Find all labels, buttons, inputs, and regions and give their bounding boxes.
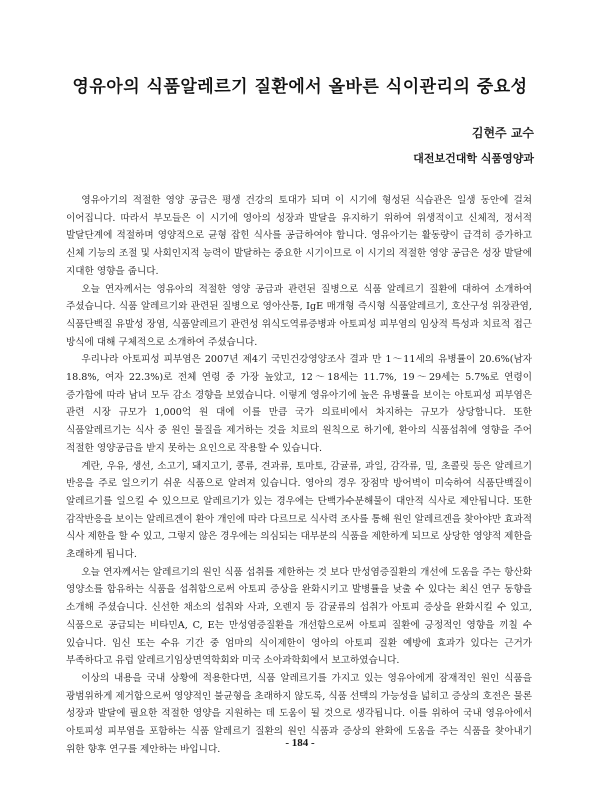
paragraph: 계란, 우유, 생선, 소고기, 돼지고기, 콩류, 견과류, 토마토, 감귤류, 과일, 감각류, 밀, 초콜릿 등은 알레르기 반응을 주로 일으키기 쉬운 식품으로 알려져 있습니다. 영아의 경우 장점막 방어벽이 미숙하여 식품단백질이 알레르기를 일으킬 수 있으므로 알레르기가 있는 경우에는 단백가수분해물이 대안적 식사로 제안됩니다. 또한 감작반응을 보이는 알레르겐이 환아 개인에 따라 다르므로 식사력 조사를 통해 원인 알레르겐을 찾아야만 효과적 식사 제한을 할 수 있고, 그렇지 않은 경우에는 의심되는 대부분의 식품을 제한하게 되므로 상당한 영양적 제한을 초래하게 됩니다.: [66, 460, 532, 561]
author-name: 김현주 교수: [471, 126, 534, 140]
paragraph: 오늘 연자께서는 알레르기의 원인 식품 섭취를 제한하는 것 보다 만성염증질환의 개선에 도움을 주는 항산화 영양소를 함유하는 식품을 섭취함으로써 아토피 증상을 완화시키고 발병률을 낮출 수 있다는 최신 연구 동향을 소개해 주셨습니다. 신선한 채소의 섭취와 사과, 오렌지 등 감귤류의 섭취가 아토피 증상을 완화시킬 수 있고, 식품으로 공급되는 비타민A, C, E는 만성염증질환을 개선함으로써 아토피 질환에 긍정적인 영향을 끼칠 수 있습니다. 임신 또는 수유 기간 중 엄마의 식이제한이 영아의 아토피 질환 예방에 효과가 있다는 근거가 부족하다고 유럽 알레르기임상면역학회와 미국 소아과학회에서 보고하였습니다.: [66, 566, 532, 667]
document-title: 영유아의 식품알레르기 질환에서 올바른 식이관리의 중요성: [72, 77, 528, 97]
paragraph: 이상의 내용을 국내 상황에 적용한다면, 식품 알레르기를 가지고 있는 영유아에게 잠재적인 원인 식품을 광범위하게 제거함으로써 영양적인 불균형을 초래하지 않도록, 식품 선택의 가능성을 넓히고 증상의 호전은 물론 성장과 발달에 필요한 적절한 영양을 지원하는 데 도움이 될 것으로 생각됩니다. 이를 위하여 국내 영유아에서 아토피성 피부염을 포함하는 식품 알레르기 질환의 원인 식품과 증상의 완화에 도움을 주는 식품을 찾아내기 위한 향후 연구를 제안하는 바입니다.: [66, 672, 532, 755]
page-number: - 184 -: [285, 737, 315, 749]
paragraph: 오늘 연자께서는 영유아의 적절한 영양 공급과 관련된 질병으로 식품 알레르기 질환에 대하여 소개하여 주셨습니다. 식품 알레르기와 관련된 질병으로 영아산통, IgE 매개형 즉시형 식품알레르기, 호산구성 위장관염, 식품단백질 유발성 장염, 식품알레르기 관련성 위식도역류증병과 아토피성 피부염의 임상적 특성과 치료적 접근 방식에 대해 구체적으로 소개하여 주셨습니다.: [66, 283, 532, 348]
paragraph: 영유아기의 적절한 영양 공급은 평생 건강의 토대가 되며 이 시기에 형성된 식습관은 일생 동안에 걸쳐 이어집니다. 따라서 부모들은 이 시기에 영아의 성장과 발달을 유지하기 위하여 위생적이고 신체적, 정서적 발달단계에 적절하며 영양적으로 균형 잡힌 식사를 공급하여야 합니다. 영유아기는 활동량이 급격히 증가하고 신체 기능의 조절 및 사회인지적 능력이 발달하는 중요한 시기이므로 이 시기의 적절한 영양 공급은 성장 발달에 지대한 영향을 줍니다.: [66, 195, 532, 277]
body-text: [66, 192, 532, 759]
author-affiliation: 대전보건대학 식품영양과: [413, 152, 534, 165]
paragraph: 우리나라 아토피성 피부염은 2007년 제4기 국민건강영양조사 결과 만 1～11세의 유병률이 20.6%(남자 18.8%, 여자 22.3%)로 전체 연령 중 가장 높았고, 12～18세는 11.7%, 19～29세는 5.7%로 연령이 증가함에 따라 남녀 모두 감소 경향을 보였습니다. 이렇게 영유아기에 높은 유병률을 보이는 아토피성 피부염은 관련 시장 규모가 1,000억 원 대에 이를 만큼 국가 의료비에서 차지하는 규모가 상당합니다. 또한 식품알레르기는 식사 중 원인 물질을 제거하는 것을 치료의 원칙으로 하기에, 환아의 식품섭취에 영향을 주어 적절한 영양공급을 받지 못하는 요인으로 작용할 수 있습니다.: [66, 354, 532, 454]
